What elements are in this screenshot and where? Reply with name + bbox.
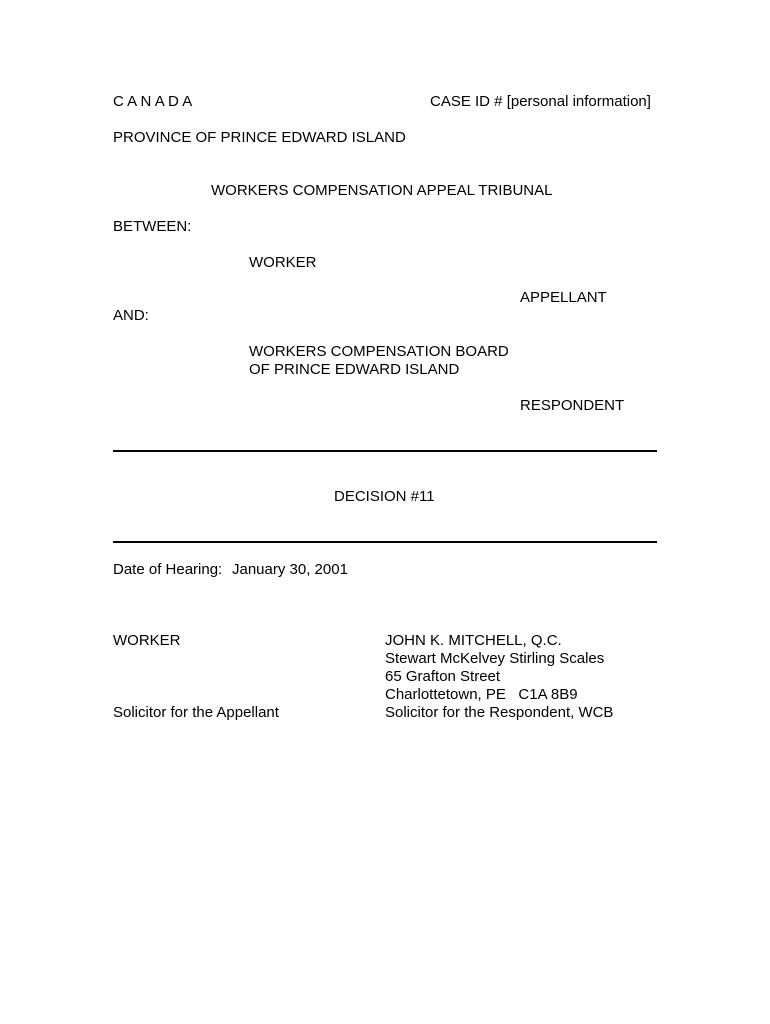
province-heading: PROVINCE OF PRINCE EDWARD ISLAND [113,129,406,146]
respondent-counsel-city: Charlottetown, PE C1A 8B9 [385,686,578,703]
respondent-counsel-street: 65 Grafton Street [385,668,501,685]
respondent-counsel-role: Solicitor for the Respondent, WCB [385,704,614,721]
hearing-date-value: January 30, 2001 [232,561,348,578]
and-label: AND: [113,307,149,324]
country-heading: C A N A D A [113,93,193,110]
respondent-counsel-firm: Stewart McKelvey Stirling Scales [385,650,605,667]
appellant-role: APPELLANT [520,289,607,306]
respondent-name-line2: OF PRINCE EDWARD ISLAND [249,361,460,378]
case-id: CASE ID # [personal information] [430,93,651,110]
respondent-name-line1: WORKERS COMPENSATION BOARD [249,343,509,360]
divider-bottom [113,541,657,543]
hearing-date-label: Date of Hearing: [113,561,223,578]
appellant-counsel-role: Solicitor for the Appellant [113,704,279,721]
respondent-role: RESPONDENT [520,397,625,414]
decision-title: DECISION #11 [334,488,435,505]
appellant-name: WORKER [249,254,317,271]
divider-top [113,450,657,452]
between-label: BETWEEN: [113,218,192,235]
respondent-counsel-name: JOHN K. MITCHELL, Q.C. [385,632,562,649]
appellant-counsel-name: WORKER [113,632,181,649]
tribunal-title: WORKERS COMPENSATION APPEAL TRIBUNAL [211,182,553,199]
